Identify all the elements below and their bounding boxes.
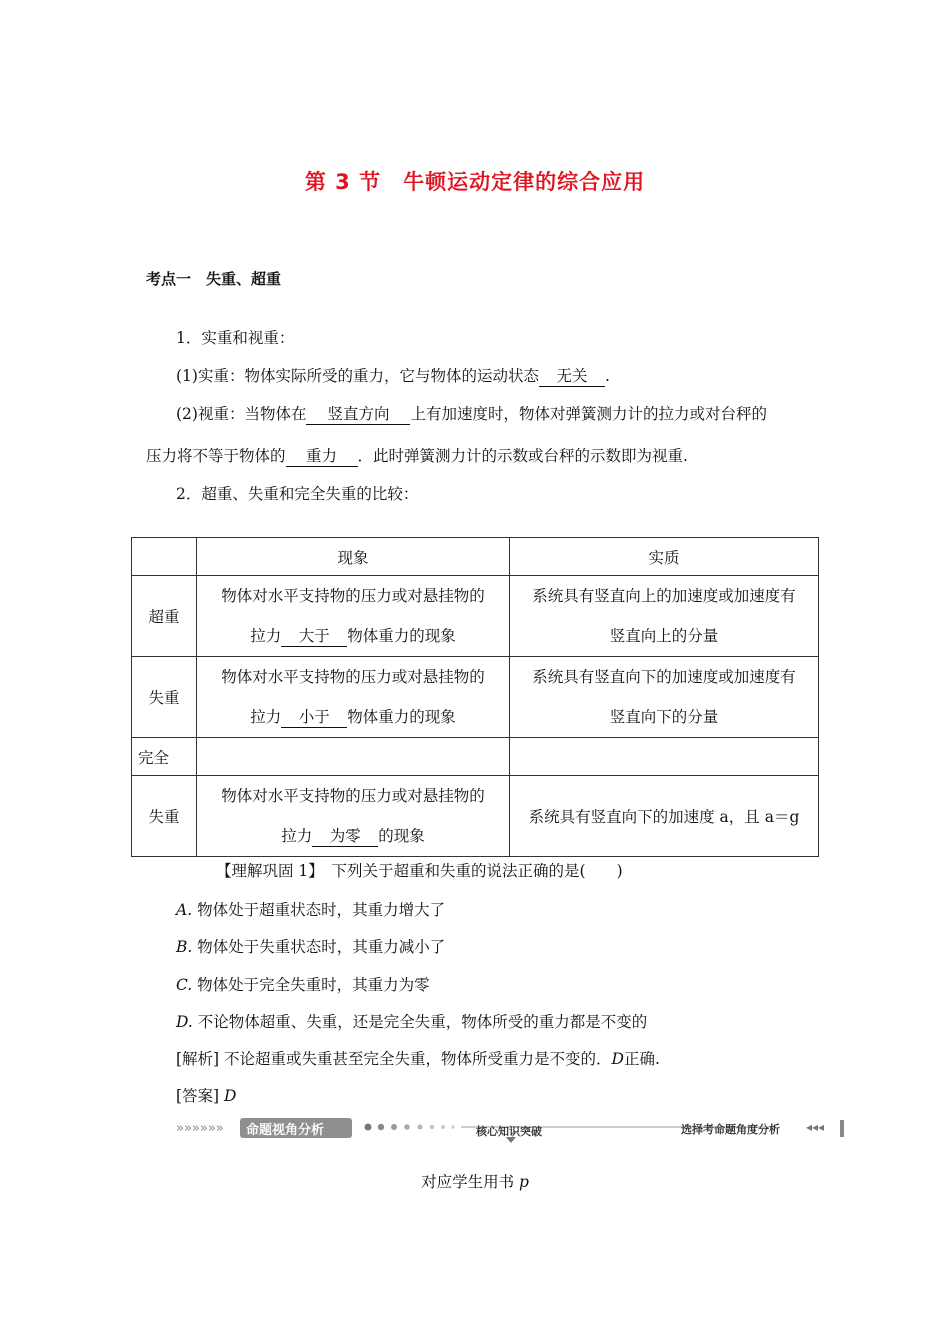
- row-label: 完全: [132, 738, 197, 776]
- question-text: 【理解巩固 1】 下列关于超重和失重的说法正确的是( ): [216, 862, 623, 880]
- option-b: B. 物体处于失重状态时，其重力减小了: [176, 938, 446, 956]
- essence-cell: 系统具有竖直向下的加速度或加速度有 竖直向下的分量: [510, 657, 819, 738]
- back-arrows-icon: ◂◂◂: [806, 1120, 825, 1134]
- answer-text: [答案] D: [176, 1087, 237, 1105]
- section-heading: 考点一 失重、超重: [146, 270, 282, 288]
- essence-cell: 系统具有竖直向上的加速度或加速度有 竖直向上的分量: [510, 576, 819, 657]
- footer-reference: 对应学生用书 p: [421, 1173, 529, 1191]
- p3-pre: (2)视重：当物体在: [176, 405, 307, 423]
- p3-blank: 竖直方向: [306, 405, 410, 425]
- banner-center-label: 核心知识突破: [476, 1125, 542, 1138]
- chevrons-icon: »»»»»»: [176, 1121, 224, 1136]
- p4-pre: 压力将不等于物体的: [146, 447, 286, 465]
- section-banner: [176, 1115, 848, 1145]
- table-header: 现象: [197, 538, 510, 576]
- row-label: 失重: [132, 657, 197, 738]
- p4-blank: 重力: [286, 447, 358, 467]
- table-row: [132, 657, 819, 738]
- analysis-text: [解析] 不论超重或失重甚至完全失重，物体所受重力是不变的．D正确.: [176, 1050, 660, 1068]
- table-row: [132, 776, 819, 857]
- p2-post: .: [604, 367, 610, 385]
- option-d: D. 不论物体超重、失重，还是完全失重，物体所受的重力都是不变的: [176, 1013, 648, 1031]
- p3-post: 上有加速度时，物体对弹簧测力计的拉力或对台秤的: [410, 405, 767, 423]
- end-bar: [840, 1120, 844, 1137]
- banner-left-label: 命题视角分析: [246, 1123, 325, 1138]
- essence-cell: 系统具有竖直向下的加速度 a，且 a＝g: [510, 776, 819, 857]
- phenomenon-cell: 物体对水平支持物的压力或对悬挂物的 拉力 小于 物体重力的现象: [197, 657, 510, 738]
- paragraph-3: [176, 402, 767, 425]
- p4-post: ．此时弹簧测力计的示数或台秤的示数即为视重.: [357, 447, 688, 465]
- banner-right-label: 选择考命题角度分析: [681, 1123, 780, 1136]
- phenomenon-cell: 物体对水平支持物的压力或对悬挂物的 拉力 为零 的现象: [197, 776, 510, 857]
- option-c: C. 物体处于完全失重时，其重力为零: [176, 976, 430, 994]
- comparison-table: [131, 537, 819, 857]
- table-header-empty: [132, 538, 197, 576]
- table-row: [132, 738, 819, 776]
- row-label: 失重: [132, 776, 197, 857]
- blank-answer: 小于: [281, 708, 347, 728]
- p2-pre: (1)实重：物体实际所受的重力，它与物体的运动状态: [176, 367, 539, 385]
- row-label: 超重: [132, 576, 197, 657]
- paragraph-4: [146, 444, 688, 467]
- p2-blank: 无关: [539, 367, 605, 387]
- table-row: [132, 576, 819, 657]
- phenomenon-cell: 物体对水平支持物的压力或对悬挂物的 拉力 大于 物体重力的现象: [197, 576, 510, 657]
- paragraph-1: 1．实重和视重：: [176, 329, 295, 347]
- paragraph-2: [176, 364, 610, 387]
- page-title: 第 3 节 牛顿运动定律的综合应用: [304, 170, 646, 194]
- table-header: 实质: [510, 538, 819, 576]
- table-header-row: [132, 538, 819, 576]
- option-a: A. 物体处于超重状态时，其重力增大了: [176, 901, 446, 919]
- blank-answer: 为零: [312, 827, 378, 847]
- blank-answer: 大于: [281, 627, 347, 647]
- paragraph-5: 2．超重、失重和完全失重的比较：: [176, 485, 419, 503]
